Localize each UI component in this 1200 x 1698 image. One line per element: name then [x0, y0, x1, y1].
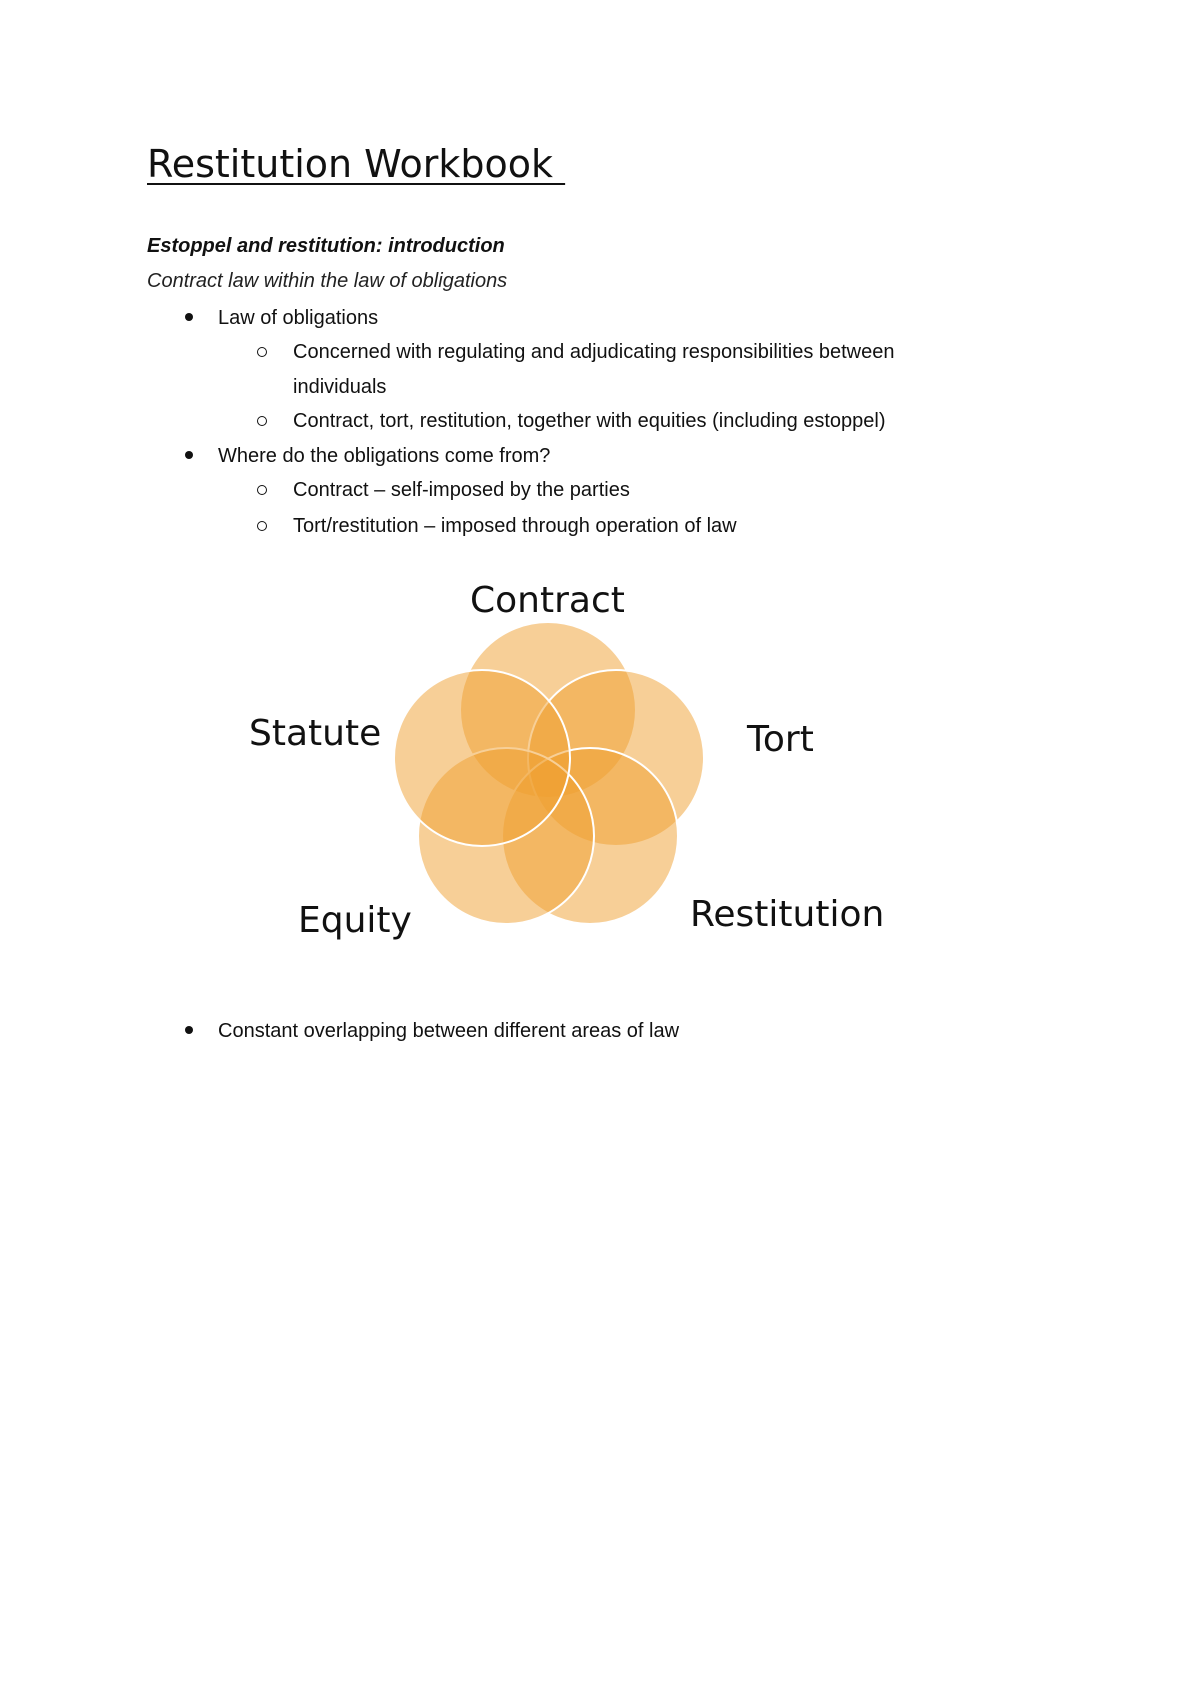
bullet-law-of-obligations: Law of obligations — [218, 307, 379, 329]
bullet-dot — [185, 1026, 193, 1034]
sub-bullet-tort-restitution: Tort/restitution – imposed through operation of law — [293, 515, 737, 537]
bullet-dot — [185, 313, 193, 321]
bullet-where-obligations: Where do the obligations come from? — [218, 445, 551, 467]
sub-bullet-circle — [257, 416, 267, 426]
diagram-label-statute: Statute — [249, 713, 382, 754]
sub-bullet-contract-tort: Contract, tort, restitution, together with equities (including estoppel) — [293, 410, 886, 432]
diagram-label-tort: Tort — [747, 719, 814, 760]
circle-statute — [394, 670, 570, 846]
bullet-dot — [185, 451, 193, 459]
document-title: Restitution Workbook — [147, 142, 566, 186]
sub-bullet-regulating-continued: individuals — [293, 376, 387, 398]
obligations-overlap-diagram — [220, 570, 980, 990]
diagram-label-equity: Equity — [298, 900, 412, 941]
section-subheading: Contract law within the law of obligations — [147, 270, 508, 292]
sub-bullet-circle — [257, 485, 267, 495]
sub-bullet-circle — [257, 347, 267, 357]
sub-bullet-contract-self-imposed: Contract – self-imposed by the parties — [293, 479, 630, 501]
sub-bullet-circle — [257, 521, 267, 531]
section-heading: Estoppel and restitution: introduction — [147, 235, 505, 257]
bullet-constant-overlapping: Constant overlapping between different areas of law — [218, 1020, 680, 1042]
sub-bullet-regulating: Concerned with regulating and adjudicating responsibilities between — [293, 341, 895, 363]
diagram-label-contract: Contract — [470, 580, 625, 621]
diagram-label-restitution: Restitution — [690, 894, 885, 935]
